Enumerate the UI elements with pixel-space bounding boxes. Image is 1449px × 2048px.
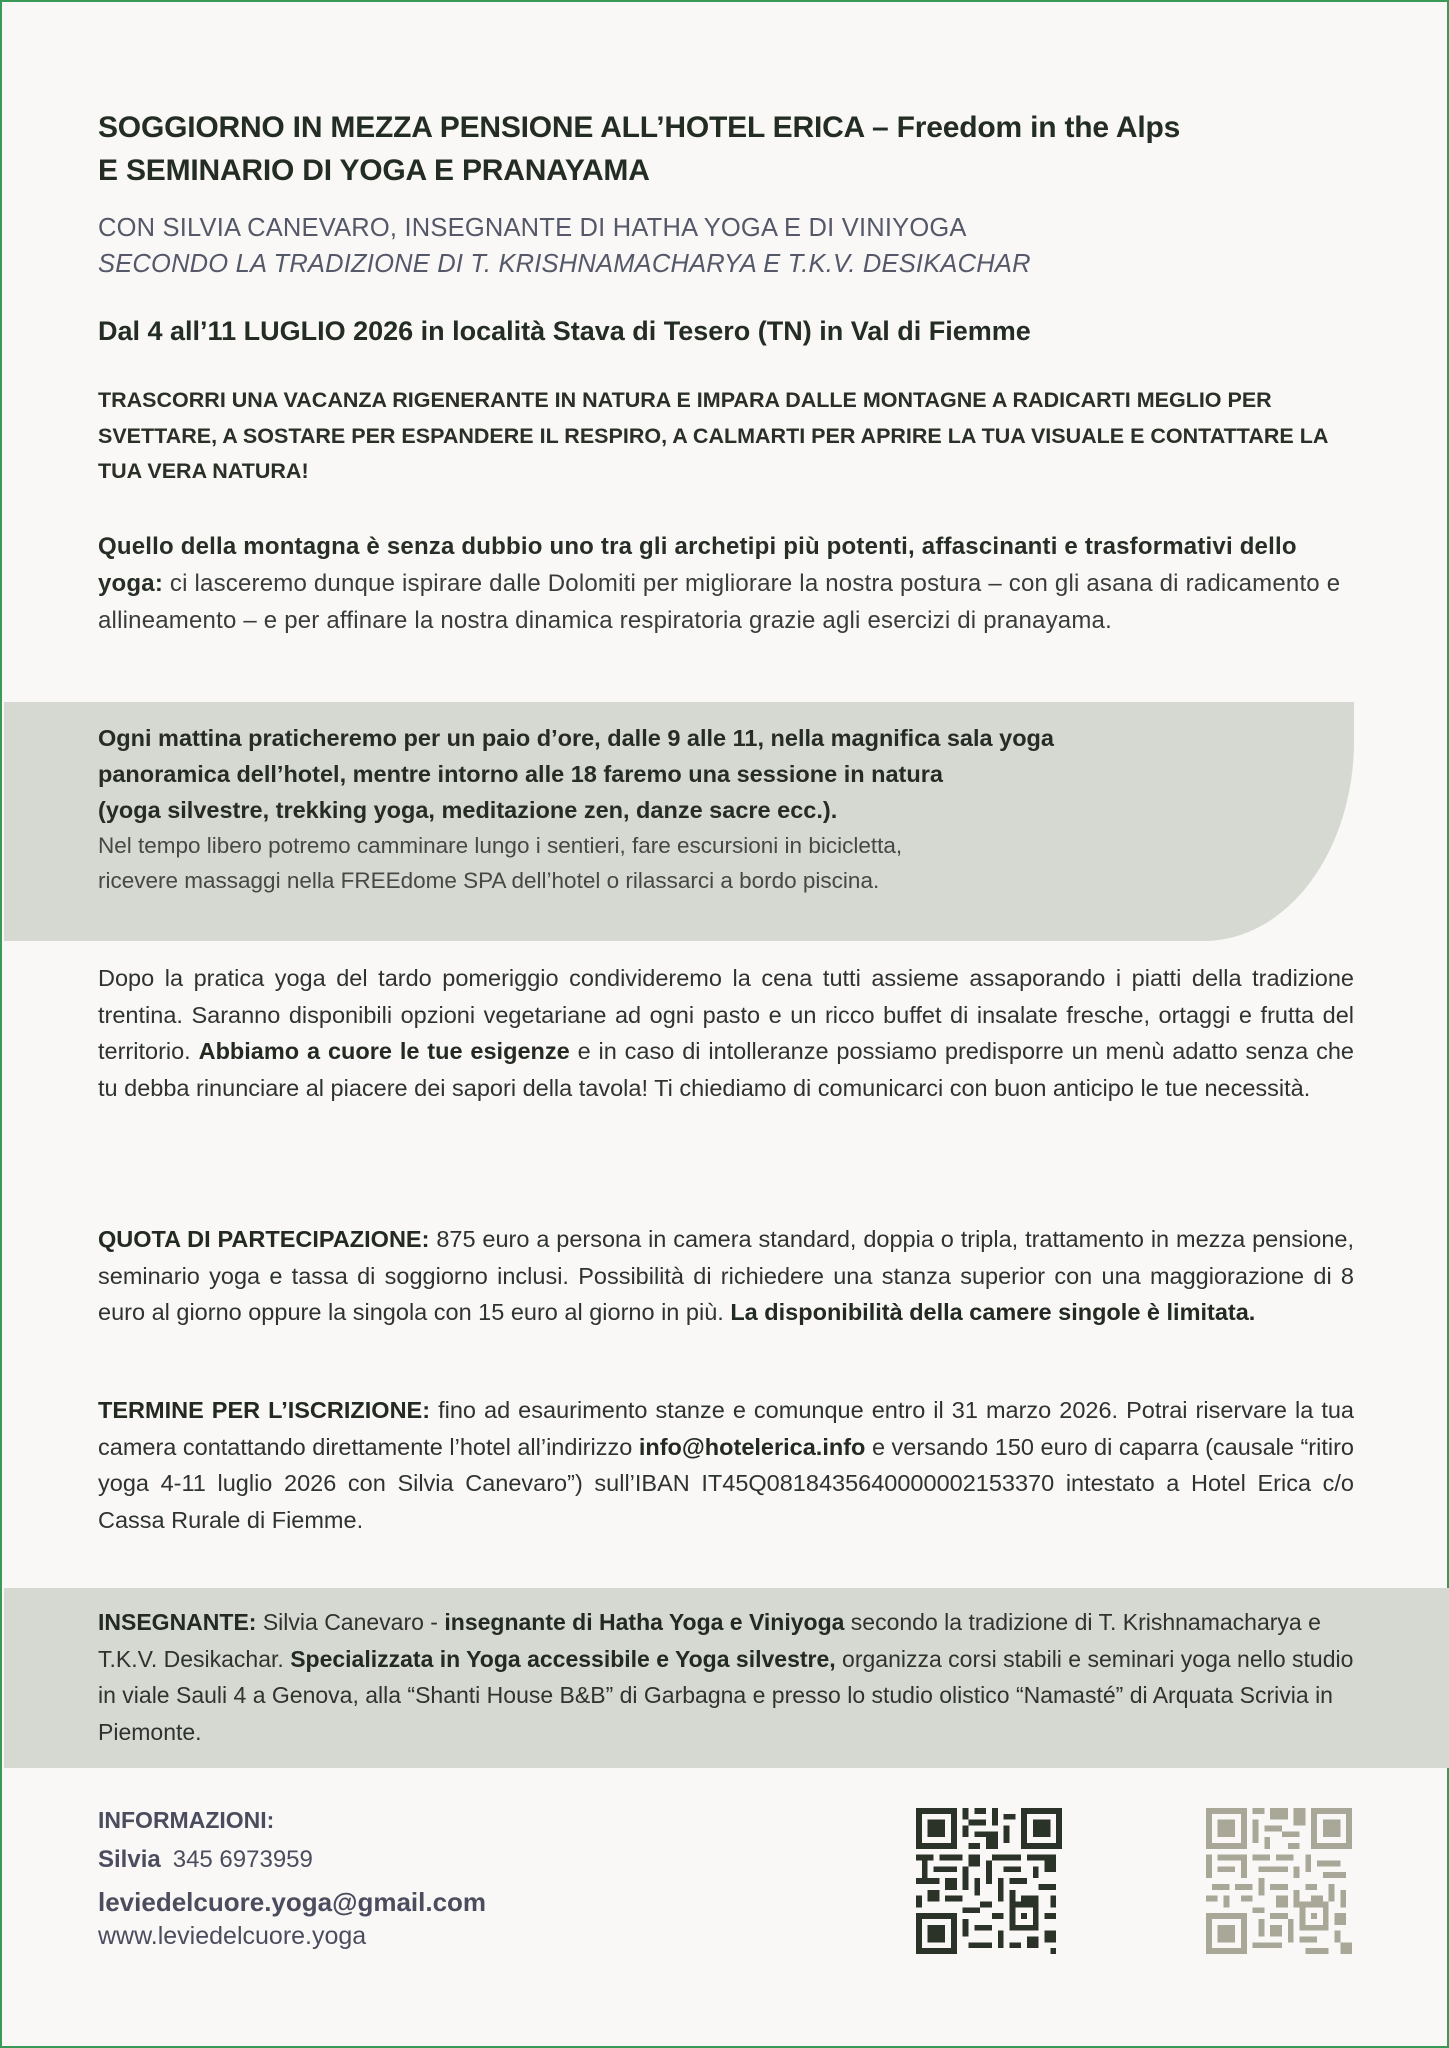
intro-text: ci lasceremo dunque ispirare dalle Dolomiti per migliorare la nostra postura – con gli asana di radicamento e allineamento – e per affinare la nostra dinamica respiratoria grazie agli esercizi di pranayama. bbox=[98, 570, 1341, 634]
deadline-text-1: fino ad esaurimento stanze e comunque entro il 31 marzo 2026. Potrai riservare la tua camera contattando direttamente l’hotel all’indirizzo bbox=[98, 1397, 1354, 1460]
dinner-text-2: e in caso di intolleranze possiamo predisporre un menù adatto senza che tu debba rinunciare al piacere dei sapori della tavola! Ti chiediamo di comunicarci con buon anticipo le tue necessità. bbox=[98, 1038, 1354, 1101]
contact-name: Silvia bbox=[98, 1846, 161, 1873]
teacher-bold-2: Specializzata in Yoga accessibile e Yoga silvestre, bbox=[290, 1645, 836, 1672]
teacher-paragraph bbox=[98, 1604, 1354, 1750]
tagline: TRASCORRI UNA VACANZA RIGENERANTE IN NATURA E IMPARA DALLE MONTAGNE A RADICARTI MEGLIO PER SVETTARE, A SOSTARE PER ESPANDERE IL RESPIRO, A CALMARTI PER APRIRE LA TUA VISUALE E CONTATTARE LA TUA VERA NATURA! bbox=[98, 388, 1328, 483]
price-paragraph bbox=[98, 1221, 1354, 1331]
deadline-label: TERMINE PER L’ISCRIZIONE: bbox=[98, 1397, 431, 1423]
morning-line-4: Nel tempo libero potremo camminare lungo i sentieri, fare escursioni in bicicletta, bbox=[98, 833, 903, 858]
deadline-paragraph bbox=[98, 1392, 1354, 1538]
intro-paragraph bbox=[98, 528, 1354, 639]
qr-code-icon bbox=[916, 1808, 1062, 1954]
price-text: 875 euro a persona in camera standard, doppia o tripla, trattamento in mezza pensione, seminario yoga e tassa di soggiorno inclusi. Possibilità di richiedere una stanza superior con una maggiorazione di 8 euro al giorno oppure la singola con 15 euro al giorno in più. bbox=[98, 1226, 1354, 1325]
event-dates: Dal 4 all’11 LUGLIO 2026 in località Stava di Tesero (TN) in Val di Fiemme bbox=[98, 316, 1031, 346]
deadline-text-2: e versando 150 euro di caparra (causale “ritiro yoga 4-11 luglio 2026 con Silvia Canevaro”) sull’IBAN IT45Q0818435640000002153370 intestato a Hotel Erica c/o Cassa Rurale di Fiemme. bbox=[98, 1433, 1354, 1533]
subtitle-line-2: SECONDO LA TRADIZIONE DI T. KRISHNAMACHARYA E T.K.V. DESIKACHAR bbox=[98, 250, 1031, 278]
dinner-bold: Abbiamo a cuore le tue esigenze bbox=[198, 1038, 570, 1064]
phone-number[interactable]: 345 6973959 bbox=[172, 1846, 313, 1873]
morning-line-3: (yoga silvestre, trekking yoga, meditazione zen, danze sacre ecc.). bbox=[98, 797, 838, 823]
info-label: INFORMAZIONI: bbox=[98, 1807, 275, 1833]
teacher-label: INSEGNANTE: bbox=[98, 1609, 257, 1635]
price-note: La disponibilità della camere singole è limitata. bbox=[730, 1299, 1256, 1325]
morning-line-5: ricevere massaggi nella FREEdome SPA dell’hotel o rilassarci a bordo piscina. bbox=[98, 868, 880, 893]
morning-schedule bbox=[98, 720, 1354, 898]
contact-email-link[interactable]: leviedelcuore.yoga@gmail.com bbox=[98, 1887, 487, 1917]
qr-code-icon bbox=[1206, 1808, 1352, 1954]
morning-line-1: Ogni mattina praticheremo per un paio d’ore, dalle 9 alle 11, nella magnifica sala yoga bbox=[98, 725, 1054, 751]
hotel-email-link[interactable]: info@hotelerica.info bbox=[638, 1433, 866, 1460]
teacher-text-2: organizza corsi stabili e seminari yoga nello studio in viale Sauli 4 a Genova, alla “Shanti House B&B” di Garbagna e presso lo studio olistico “Namasté” di Arquata Scrivia in Piemonte. bbox=[98, 1645, 1354, 1745]
title-line-1: SOGGIORNO IN MEZZA PENSIONE ALL’HOTEL ERICA – Freedom in the Alps bbox=[98, 111, 1181, 144]
teacher-bold-1: insegnante di Hatha Yoga e Viniyoga bbox=[444, 1609, 845, 1635]
intro-bold: Quello della montagna è senza dubbio uno tra gli archetipi più potenti, affascinanti e trasformativi dello yoga: bbox=[98, 533, 1297, 597]
morning-line-2: panoramica dell’hotel, mentre intorno alle 18 faremo una sessione in natura bbox=[98, 761, 943, 787]
teacher-name: Silvia Canevaro - bbox=[256, 1609, 445, 1635]
dinner-text-1: Dopo la pratica yoga del tardo pomeriggio condivideremo la cena tutti assieme assaporando i piatti della tradizione trentina. Saranno disponibili opzioni vegetariane ad ogni pasto e un ricco buffet di insalate fresche, ortaggi e frutta del territorio. bbox=[98, 965, 1354, 1064]
phone-row bbox=[98, 1842, 486, 1878]
teacher-text-1: secondo la tradizione di T. Krishnamacharya e T.K.V. Desikachar. bbox=[98, 1609, 1321, 1672]
subtitle-line-1: CON SILVIA CANEVARO, INSEGNANTE DI HATHA YOGA E DI VINIYOGA bbox=[98, 214, 967, 242]
contact-info bbox=[98, 1802, 486, 1952]
page-title bbox=[98, 106, 1354, 192]
dinner-paragraph bbox=[98, 960, 1354, 1106]
price-label: QUOTA DI PARTECIPAZIONE: bbox=[98, 1226, 430, 1252]
website-link[interactable]: www.leviedelcuore.yoga bbox=[98, 1922, 367, 1950]
subtitle bbox=[98, 210, 1354, 282]
title-line-2: E SEMINARIO DI YOGA E PRANAYAMA bbox=[98, 154, 650, 187]
